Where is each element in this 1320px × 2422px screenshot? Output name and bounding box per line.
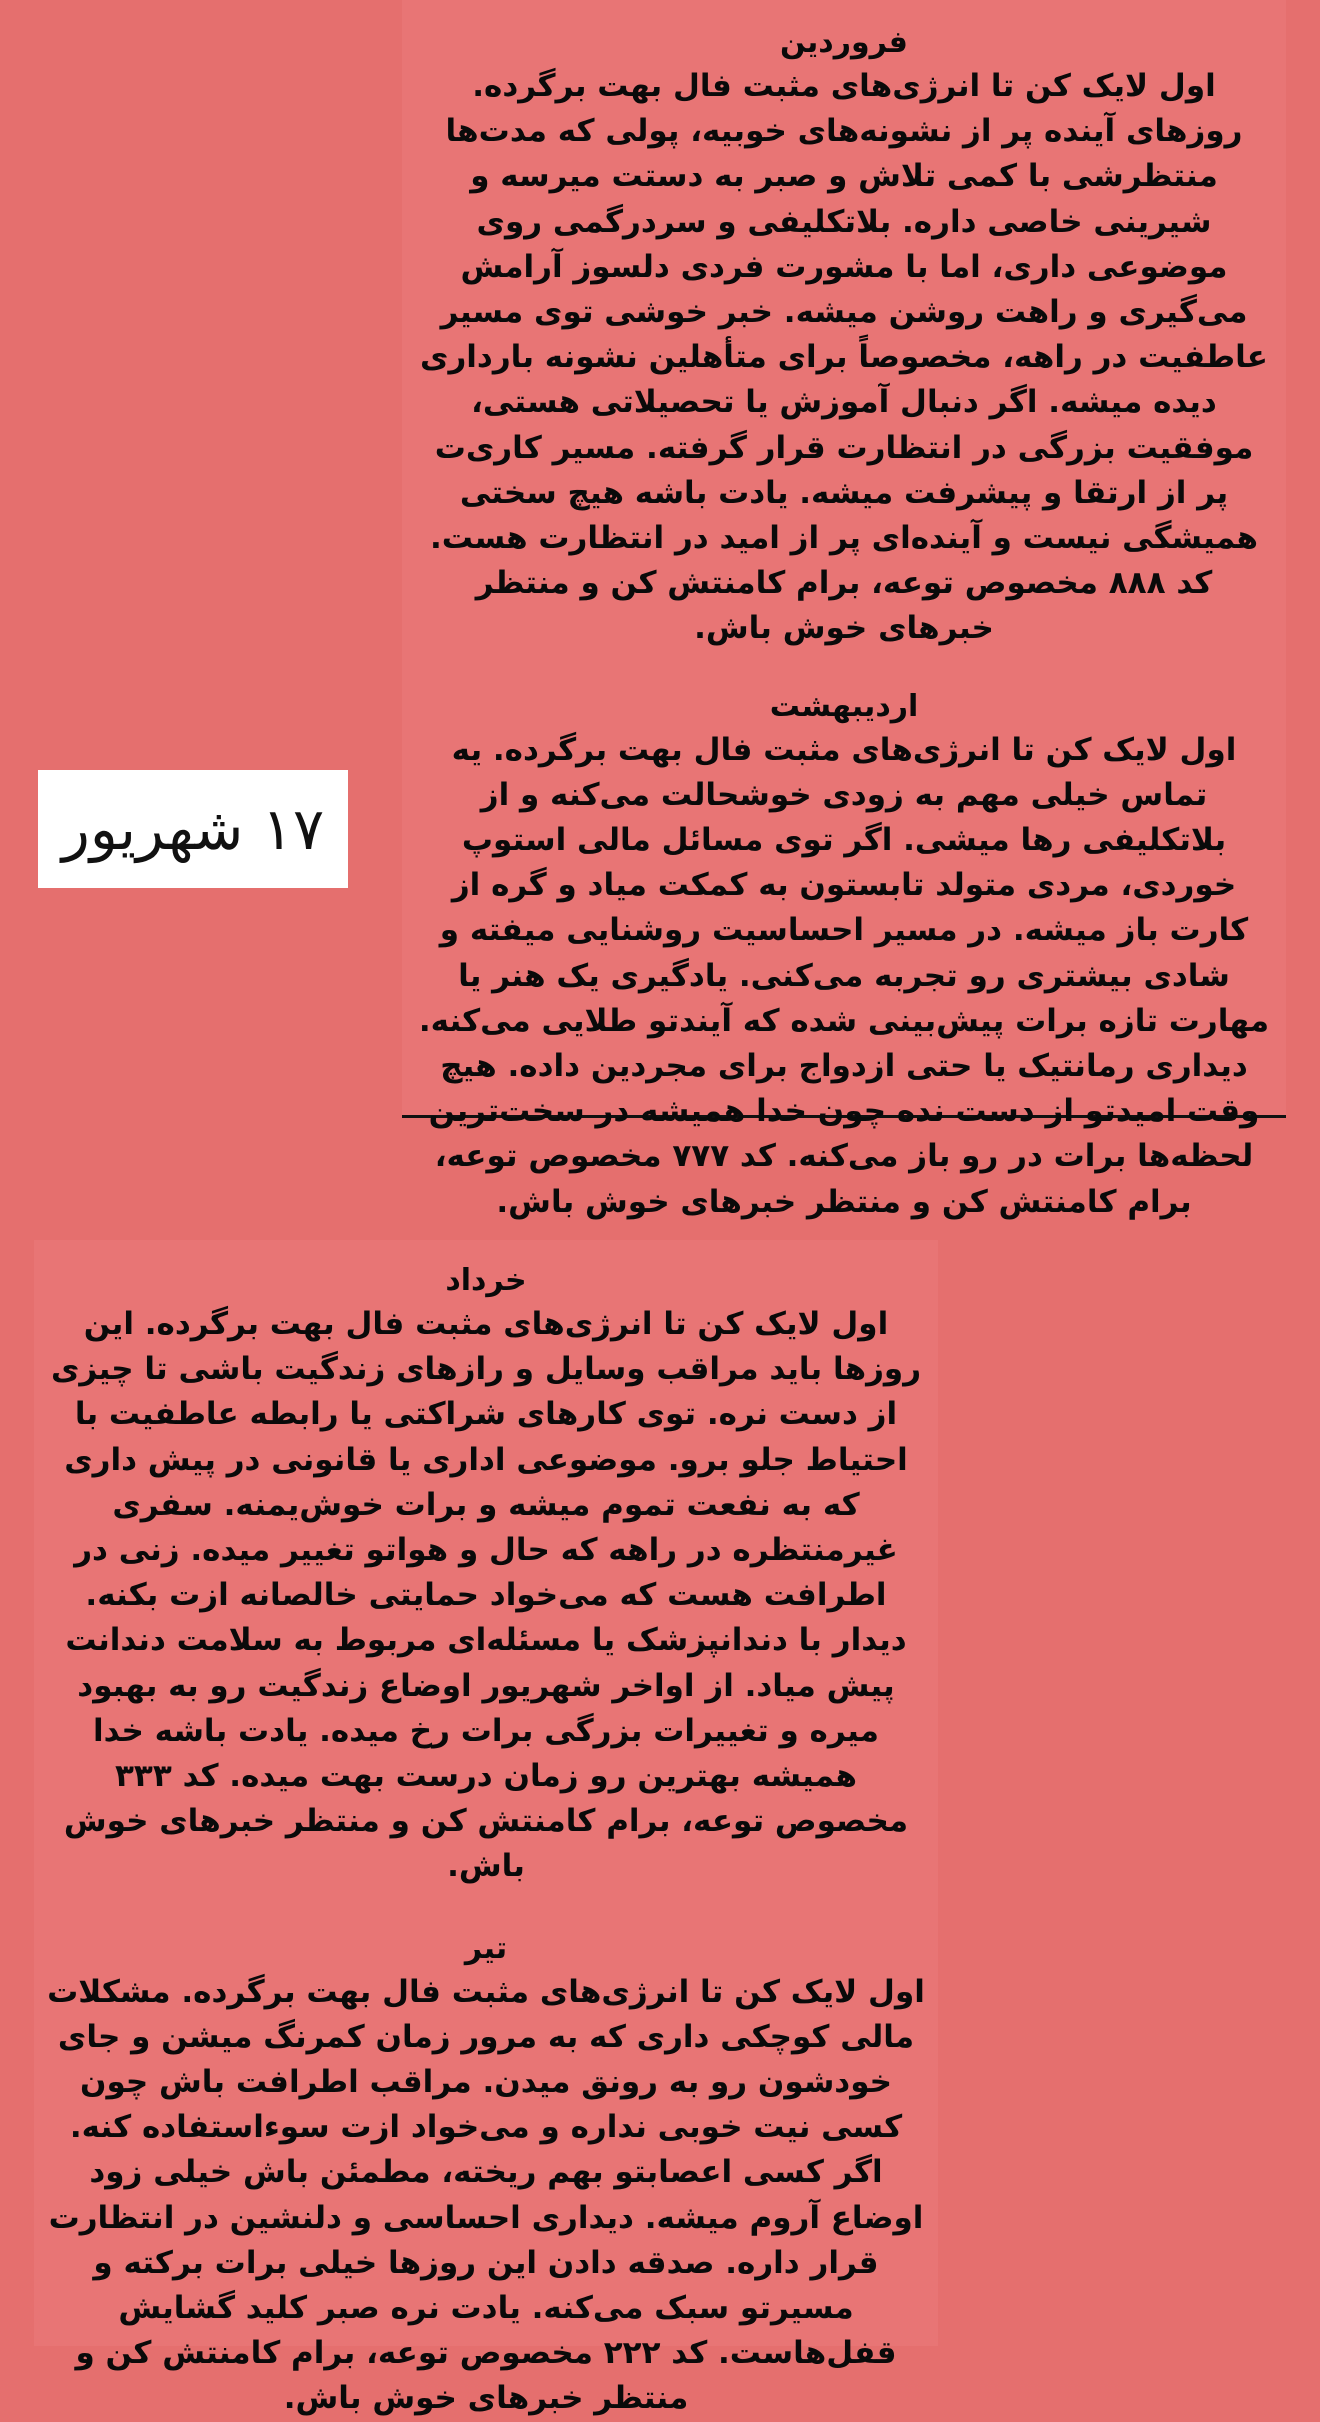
section-spacer [46, 1890, 926, 1928]
date-label: ۱۷ شهریور [61, 795, 325, 863]
section-title: اردیبهشت [769, 688, 919, 724]
upper-text-panel [402, 0, 1286, 1220]
section-body: اول لایک کن تا انرژی‌های مثبت فال بهت برگرده. روزهای آینده پر از نشونه‌های خوبیه، پولی که مدت‌ها منتظرشی با کمی تلاش و صبر به دستت میرسه و شیرینی خاصی داره. بلاتکلیفی و سردرگمی روی موضوعی داری، اما با مشورت فردی دلسوز آرامش می‌گیری و راهت روشن میشه. خبر خوشی توی مسیر عاطفیت در راهه، مخصوصاً برای متأهلین نشونه بارداری دیده میشه. اگر دنبال آموزش یا تحصیلاتی هستی، موفقیت بزرگی در انتظارت قرار گرفته. مسیر کاری‌ت پر از ارتقا و پیشرفت میشه. یادت باشه هیچ سختی همیشگی نیست و آینده‌ای پر از امید در انتظارت هست. کد ۸۸۸ مخصوص توعه، برام کامنتش کن و منتظر خبرهای خوش باش. [420, 68, 1268, 647]
section-body: اول لایک کن تا انرژی‌های مثبت فال بهت برگرده. این روزها باید مراقب وسایل و رازهای زندگیت باشی تا چیزی از دست نره. توی کارهای شراکتی یا رابطه عاطفیت با احتیاط جلو برو. موضوعی اداری یا قانونی در پیش داری که به نفعت تموم میشه و برات خوش‌یمنه. سفری غیرمنتظره در راهه که حال و هواتو تغییر میده. زنی در اطرافت هست که می‌خواد حمایتی خالصانه ازت بکنه. دیدار با دندانپزشک یا مسئله‌ای مربوط به سلامت دندانت پیش میاد. از اواخر شهریور اوضاع زندگیت رو به بهبود میره و تغییرات بزرگی برات رخ میده. یادت باشه خدا همیشه بهترین رو زمان درست بهت میده. کد ۳۳۳ مخصوص توعه، برام کامنتش کن و منتظر خبرهای خوش باش. [50, 1306, 922, 1885]
section-khordad [46, 1260, 926, 1890]
section-title: فروردین [780, 25, 908, 60]
lower-text-panel [34, 1240, 938, 2417]
section-body: اول لایک کن تا انرژی‌های مثبت فال بهت برگرده. مشکلات مالی کوچکی داری که به مرور زمان کمرنگ میشن و جای خودشون رو به رونق میدن. مراقب اطرافت باش چون کسی نیت خوبی نداره و می‌خواد ازت سوءاستفاده کنه. اگر کسی اعصابتو بهم ریخته، مطمئن باش خیلی زود اوضاع آروم میشه. دیداری احساسی و دلنشین در انتظارت قرار داره. صدقه دادن این روزها خیلی برات برکته و مسیرتو سبک می‌کنه. یادت نره صبر کلید گشایش قفل‌هاست. کد ۲۲۲ مخصوص توعه، برام کامنتش کن و منتظر خبرهای خوش باش. [47, 1973, 925, 2417]
section-title: تیر [464, 1930, 508, 1966]
section-body: اول لایک کن تا انرژی‌های مثبت فال بهت برگرده. یه تماس خیلی مهم به زودی خوشحالت می‌کنه و از بلاتکلیفی رها میشی. اگر توی مسائل مالی استوپ خوردی، مردی متولد تابستون به کمکت میاد و گره از کارت باز میشه. در مسیر احساسیت روشنایی میفته و شادی بیشتری رو تجربه می‌کنی. یادگیری یک هنر یا مهارت تازه برات پیش‌بینی شده که آیندتو طلایی می‌کنه. دیداری رمانتیک یا حتی ازدواج برای مجردین داده. هیچ وقت امیدتو از دست نده چون خدا همیشه در سخت‌ترین لحظه‌ها برات در رو باز می‌کنه. کد ۷۷۷ مخصوص توعه، برام کامنتش کن و منتظر خبرهای خوش باش. [418, 731, 1270, 1220]
section-farvardin [416, 22, 1272, 652]
date-label-box [38, 770, 348, 888]
section-spacer [416, 652, 1272, 686]
section-tir [46, 1928, 926, 2422]
section-title: خرداد [445, 1263, 527, 1298]
section-ordibehesht [416, 686, 1272, 1225]
